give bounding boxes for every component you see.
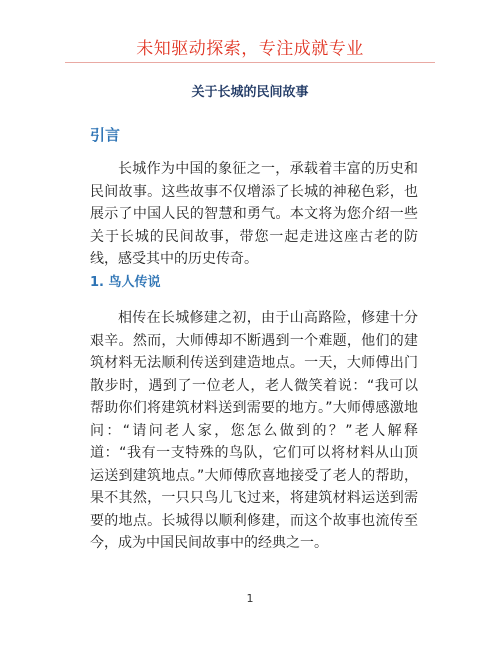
document-title: 关于长城的民间故事	[191, 85, 309, 100]
header-banner: 未知驱动探索，专注成就专业	[136, 39, 364, 59]
page-number: 1	[246, 592, 254, 605]
section-heading-intro: 引言	[90, 126, 121, 144]
header-divider	[65, 62, 435, 63]
section-heading-bird-legend: 1. 鸟人传说	[90, 275, 161, 290]
bird-legend-paragraph: 相传在长城修建之初，由于山高路险，修建十分艰辛。然而，大师傅却不断遇到一个难题，他们的建筑材料无法顺利传送到建造地点。一天，大师傅出门散步时，遇到了一位老人，老人微笑着说：“我可以帮助你们将建筑材料送到需要的地方。”大师傅感激地问：“请问老人家，您怎么做到的？”老人解释道：“我有一支特殊的鸟队，它们可以将材料从山顶运送到建筑地点。”大师傅欣喜地接受了老人的帮助，果不其然，一只只鸟儿飞过来，将建筑材料运送到需要的地点。长城得以顺利修建，而这个故事也流传至今，成为中国民间故事中的经典之一。	[90, 310, 418, 551]
intro-paragraph: 长城作为中国的象征之一，承载着丰富的历史和民间故事。这些故事不仅增添了长城的神秘色彩，也展示了中国人民的智慧和勇气。本文将为您介绍一些关于长城的民间故事，带您一起走进这座古老的防线，感受其中的历史传奇。	[90, 161, 418, 267]
